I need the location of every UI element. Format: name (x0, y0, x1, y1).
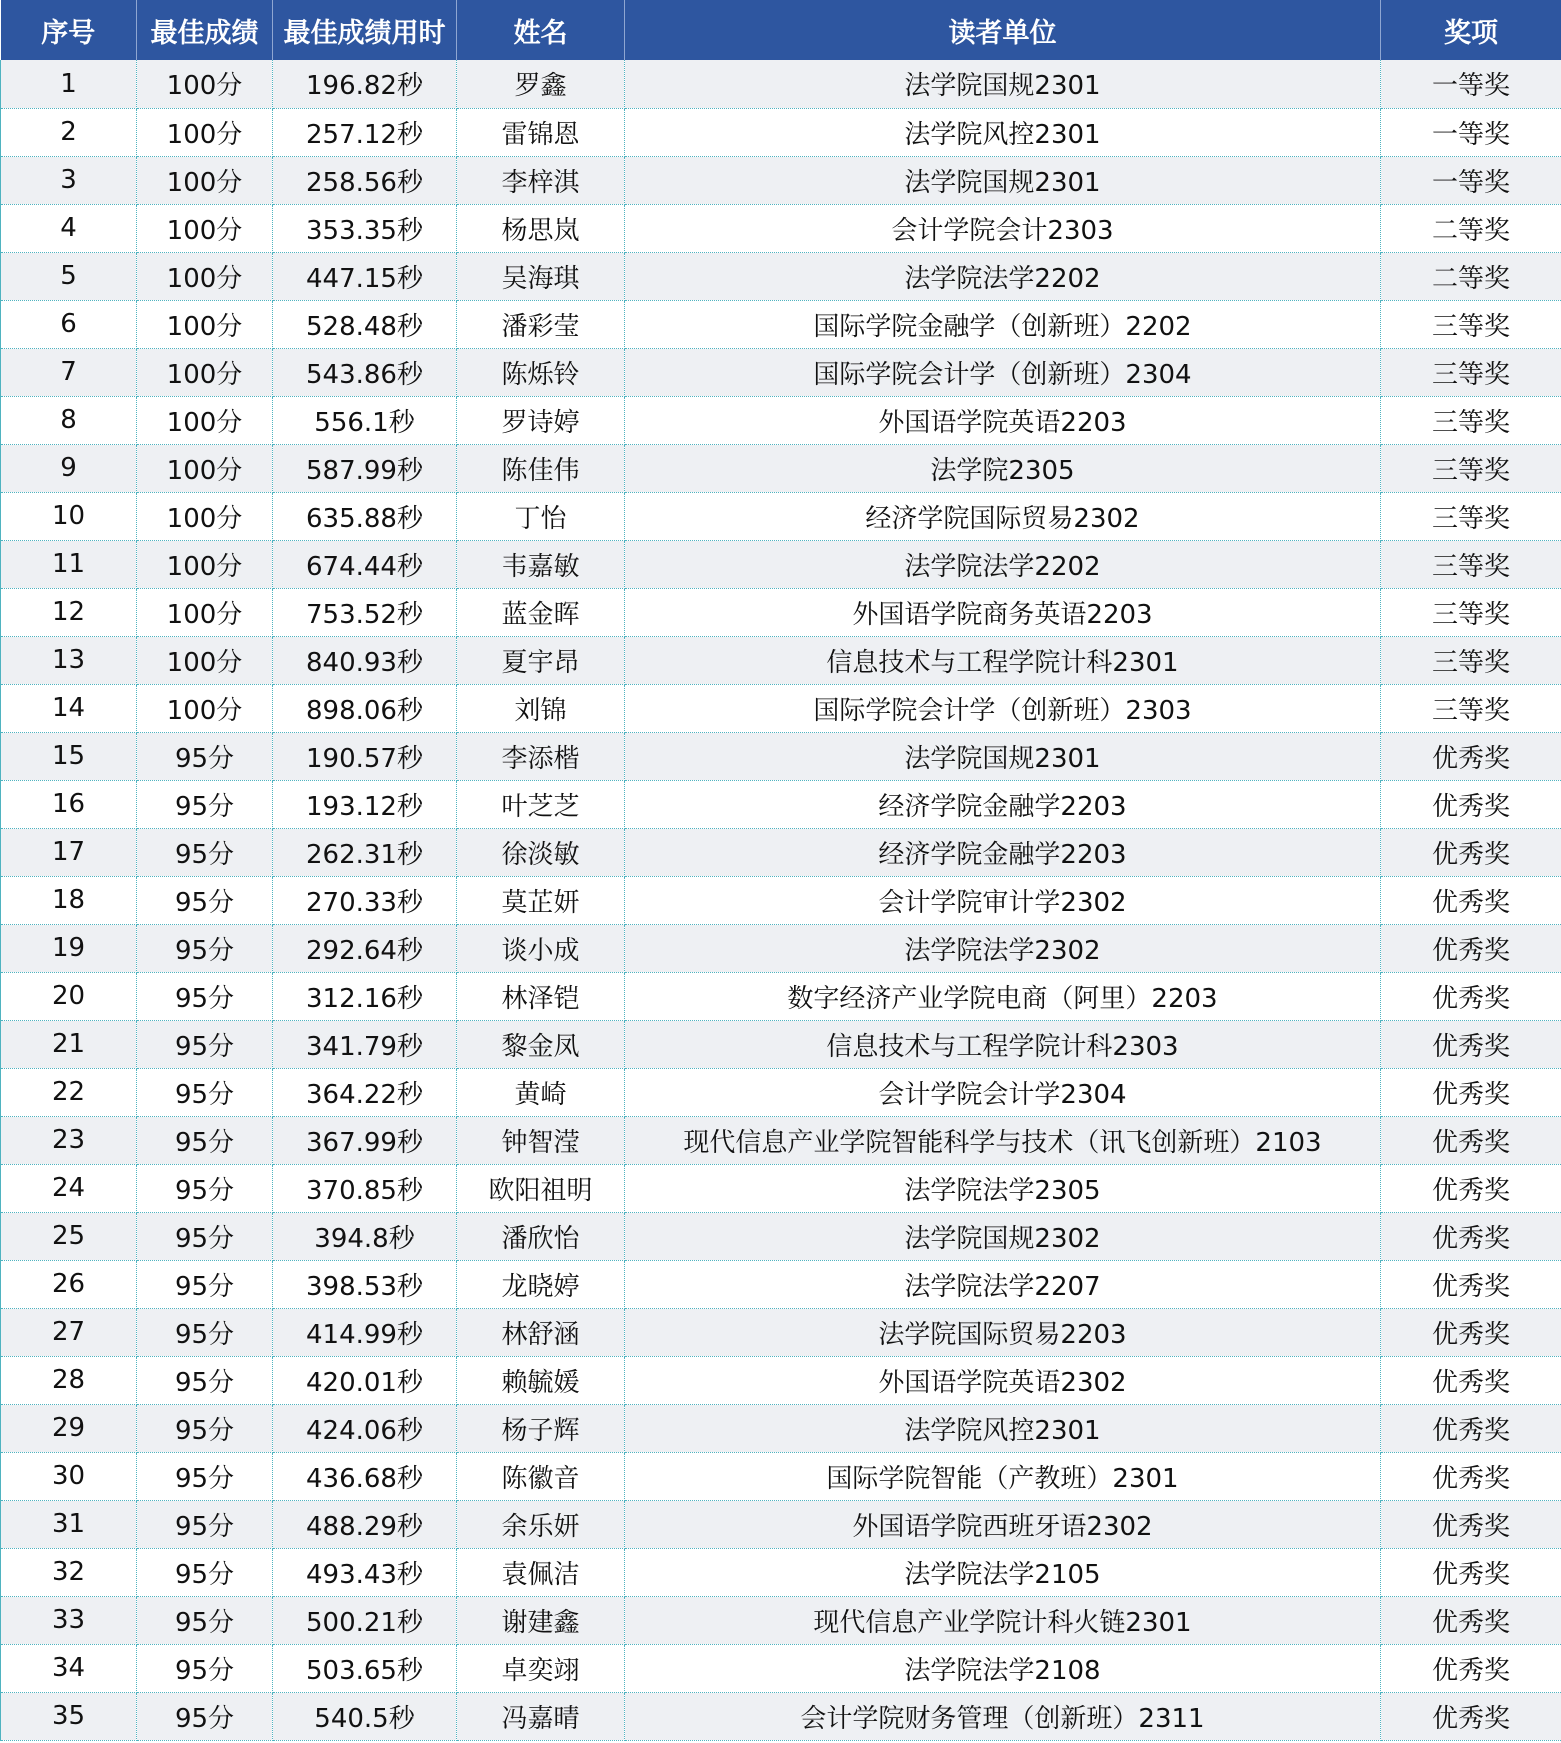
table-row (1, 108, 1561, 156)
cell-award: 优秀奖 (1381, 924, 1561, 972)
cell-best-score: 100分 (137, 444, 273, 492)
table-row (1, 540, 1561, 588)
cell-best-time: 753.52秒 (273, 588, 457, 636)
cell-name: 陈烁铃 (457, 348, 625, 396)
cell-best-score: 100分 (137, 300, 273, 348)
cell-best-score: 95分 (137, 924, 273, 972)
cell-reader-unit: 会计学院财务管理（创新班）2311 (625, 1692, 1381, 1740)
table-row (1, 60, 1561, 108)
cell-best-time: 898.06秒 (273, 684, 457, 732)
table-row (1, 828, 1561, 876)
cell-best-time: 257.12秒 (273, 108, 457, 156)
table-row (1, 1020, 1561, 1068)
cell-seq: 19 (1, 924, 137, 972)
cell-name: 陈徽音 (457, 1452, 625, 1500)
cell-award: 优秀奖 (1381, 1116, 1561, 1164)
cell-seq: 28 (1, 1356, 137, 1404)
cell-best-time: 436.68秒 (273, 1452, 457, 1500)
cell-name: 杨思岚 (457, 204, 625, 252)
header-row (1, 0, 1561, 60)
cell-reader-unit: 经济学院金融学2203 (625, 780, 1381, 828)
cell-reader-unit: 信息技术与工程学院计科2303 (625, 1020, 1381, 1068)
cell-reader-unit: 数字经济产业学院电商（阿里）2203 (625, 972, 1381, 1020)
cell-reader-unit: 法学院国规2301 (625, 156, 1381, 204)
cell-best-score: 95分 (137, 1452, 273, 1500)
cell-reader-unit: 法学院法学2202 (625, 540, 1381, 588)
cell-award: 优秀奖 (1381, 828, 1561, 876)
table-row (1, 1356, 1561, 1404)
cell-award: 优秀奖 (1381, 1500, 1561, 1548)
table-row (1, 972, 1561, 1020)
cell-seq: 9 (1, 444, 137, 492)
table-row (1, 300, 1561, 348)
cell-name: 黄崎 (457, 1068, 625, 1116)
cell-seq: 5 (1, 252, 137, 300)
cell-seq: 3 (1, 156, 137, 204)
cell-name: 夏宇昂 (457, 636, 625, 684)
table-row (1, 924, 1561, 972)
cell-reader-unit: 现代信息产业学院计科火链2301 (625, 1596, 1381, 1644)
cell-seq: 2 (1, 108, 137, 156)
cell-name: 杨子辉 (457, 1404, 625, 1452)
table-row (1, 1692, 1561, 1740)
cell-best-time: 341.79秒 (273, 1020, 457, 1068)
cell-award: 优秀奖 (1381, 780, 1561, 828)
table-row (1, 876, 1561, 924)
cell-seq: 34 (1, 1644, 137, 1692)
cell-name: 卓奕翊 (457, 1644, 625, 1692)
table-row (1, 732, 1561, 780)
cell-best-score: 95分 (137, 1548, 273, 1596)
cell-name: 黎金凤 (457, 1020, 625, 1068)
cell-award: 一等奖 (1381, 156, 1561, 204)
table-row (1, 1260, 1561, 1308)
cell-name: 赖毓媛 (457, 1356, 625, 1404)
cell-seq: 26 (1, 1260, 137, 1308)
cell-award: 三等奖 (1381, 540, 1561, 588)
cell-best-score: 95分 (137, 1116, 273, 1164)
cell-seq: 29 (1, 1404, 137, 1452)
cell-seq: 15 (1, 732, 137, 780)
cell-best-time: 414.99秒 (273, 1308, 457, 1356)
cell-best-time: 635.88秒 (273, 492, 457, 540)
table-row (1, 252, 1561, 300)
cell-seq: 33 (1, 1596, 137, 1644)
table-row (1, 1068, 1561, 1116)
cell-reader-unit: 国际学院智能（产教班）2301 (625, 1452, 1381, 1500)
cell-name: 林泽铠 (457, 972, 625, 1020)
cell-name: 冯嘉晴 (457, 1692, 625, 1740)
table-row (1, 1548, 1561, 1596)
cell-best-score: 100分 (137, 540, 273, 588)
header-seq: 序号 (1, 0, 137, 60)
cell-reader-unit: 会计学院审计学2302 (625, 876, 1381, 924)
cell-best-time: 258.56秒 (273, 156, 457, 204)
cell-name: 李添楷 (457, 732, 625, 780)
cell-award: 优秀奖 (1381, 876, 1561, 924)
cell-best-score: 95分 (137, 1020, 273, 1068)
table-row (1, 1164, 1561, 1212)
cell-name: 雷锦恩 (457, 108, 625, 156)
table-header (1, 0, 1561, 60)
cell-reader-unit: 外国语学院英语2203 (625, 396, 1381, 444)
cell-reader-unit: 信息技术与工程学院计科2301 (625, 636, 1381, 684)
cell-seq: 4 (1, 204, 137, 252)
cell-best-score: 95分 (137, 876, 273, 924)
cell-name: 吴海琪 (457, 252, 625, 300)
cell-reader-unit: 会计学院会计学2304 (625, 1068, 1381, 1116)
cell-reader-unit: 经济学院金融学2203 (625, 828, 1381, 876)
cell-award: 优秀奖 (1381, 972, 1561, 1020)
cell-award: 优秀奖 (1381, 1404, 1561, 1452)
cell-name: 徐淡敏 (457, 828, 625, 876)
cell-best-time: 424.06秒 (273, 1404, 457, 1452)
cell-best-time: 394.8秒 (273, 1212, 457, 1260)
table-row (1, 1212, 1561, 1260)
cell-best-time: 353.35秒 (273, 204, 457, 252)
cell-seq: 35 (1, 1692, 137, 1740)
cell-best-time: 840.93秒 (273, 636, 457, 684)
cell-best-score: 95分 (137, 1260, 273, 1308)
cell-seq: 7 (1, 348, 137, 396)
cell-reader-unit: 法学院法学2105 (625, 1548, 1381, 1596)
cell-reader-unit: 经济学院国际贸易2302 (625, 492, 1381, 540)
cell-seq: 8 (1, 396, 137, 444)
cell-seq: 10 (1, 492, 137, 540)
cell-best-score: 100分 (137, 204, 273, 252)
cell-award: 优秀奖 (1381, 1308, 1561, 1356)
cell-award: 优秀奖 (1381, 732, 1561, 780)
cell-seq: 6 (1, 300, 137, 348)
cell-best-time: 312.16秒 (273, 972, 457, 1020)
cell-reader-unit: 国际学院金融学（创新班）2202 (625, 300, 1381, 348)
cell-seq: 11 (1, 540, 137, 588)
cell-award: 三等奖 (1381, 588, 1561, 636)
cell-best-score: 95分 (137, 1500, 273, 1548)
cell-award: 二等奖 (1381, 252, 1561, 300)
table-row (1, 1452, 1561, 1500)
cell-best-score: 100分 (137, 396, 273, 444)
cell-seq: 24 (1, 1164, 137, 1212)
header-name: 姓名 (457, 0, 625, 60)
cell-award: 优秀奖 (1381, 1692, 1561, 1740)
header-award: 奖项 (1381, 0, 1561, 60)
cell-best-time: 543.86秒 (273, 348, 457, 396)
cell-best-score: 95分 (137, 1308, 273, 1356)
cell-award: 优秀奖 (1381, 1212, 1561, 1260)
cell-best-score: 100分 (137, 252, 273, 300)
cell-best-score: 95分 (137, 1404, 273, 1452)
cell-seq: 13 (1, 636, 137, 684)
cell-reader-unit: 外国语学院西班牙语2302 (625, 1500, 1381, 1548)
cell-name: 莫芷妍 (457, 876, 625, 924)
cell-best-time: 556.1秒 (273, 396, 457, 444)
cell-reader-unit: 外国语学院商务英语2203 (625, 588, 1381, 636)
cell-best-score: 95分 (137, 780, 273, 828)
cell-best-score: 95分 (137, 1356, 273, 1404)
cell-best-time: 262.31秒 (273, 828, 457, 876)
cell-seq: 22 (1, 1068, 137, 1116)
cell-best-score: 100分 (137, 60, 273, 108)
cell-best-time: 674.44秒 (273, 540, 457, 588)
cell-award: 优秀奖 (1381, 1452, 1561, 1500)
cell-reader-unit: 法学院法学2302 (625, 924, 1381, 972)
cell-seq: 17 (1, 828, 137, 876)
cell-seq: 16 (1, 780, 137, 828)
table-row (1, 1308, 1561, 1356)
cell-award: 三等奖 (1381, 348, 1561, 396)
table-row (1, 780, 1561, 828)
table-row (1, 1596, 1561, 1644)
cell-name: 袁佩洁 (457, 1548, 625, 1596)
cell-reader-unit: 法学院国规2301 (625, 732, 1381, 780)
cell-award: 三等奖 (1381, 396, 1561, 444)
table-row (1, 1500, 1561, 1548)
cell-best-score: 95分 (137, 1596, 273, 1644)
cell-reader-unit: 法学院风控2301 (625, 108, 1381, 156)
cell-name: 谈小成 (457, 924, 625, 972)
cell-best-score: 95分 (137, 732, 273, 780)
cell-name: 谢建鑫 (457, 1596, 625, 1644)
cell-seq: 27 (1, 1308, 137, 1356)
cell-award: 三等奖 (1381, 300, 1561, 348)
cell-award: 优秀奖 (1381, 1596, 1561, 1644)
cell-best-time: 367.99秒 (273, 1116, 457, 1164)
cell-name: 罗诗婷 (457, 396, 625, 444)
cell-reader-unit: 法学院国规2301 (625, 60, 1381, 108)
cell-award: 优秀奖 (1381, 1068, 1561, 1116)
table-row (1, 684, 1561, 732)
cell-seq: 30 (1, 1452, 137, 1500)
cell-seq: 18 (1, 876, 137, 924)
cell-award: 二等奖 (1381, 204, 1561, 252)
cell-seq: 32 (1, 1548, 137, 1596)
cell-best-score: 100分 (137, 156, 273, 204)
cell-name: 欧阳祖明 (457, 1164, 625, 1212)
cell-reader-unit: 法学院2305 (625, 444, 1381, 492)
cell-best-score: 100分 (137, 492, 273, 540)
cell-best-time: 503.65秒 (273, 1644, 457, 1692)
cell-award: 一等奖 (1381, 108, 1561, 156)
cell-best-time: 447.15秒 (273, 252, 457, 300)
cell-best-time: 292.64秒 (273, 924, 457, 972)
cell-name: 蓝金晖 (457, 588, 625, 636)
cell-name: 丁怡 (457, 492, 625, 540)
cell-reader-unit: 国际学院会计学（创新班）2304 (625, 348, 1381, 396)
cell-award: 一等奖 (1381, 60, 1561, 108)
cell-best-score: 100分 (137, 108, 273, 156)
cell-best-time: 420.01秒 (273, 1356, 457, 1404)
cell-best-time: 587.99秒 (273, 444, 457, 492)
cell-best-score: 100分 (137, 588, 273, 636)
cell-award: 优秀奖 (1381, 1164, 1561, 1212)
table-row (1, 1116, 1561, 1164)
table-row (1, 444, 1561, 492)
cell-name: 陈佳伟 (457, 444, 625, 492)
cell-seq: 14 (1, 684, 137, 732)
table-row (1, 396, 1561, 444)
header-best-score: 最佳成绩 (137, 0, 273, 60)
cell-best-time: 364.22秒 (273, 1068, 457, 1116)
cell-name: 龙晓婷 (457, 1260, 625, 1308)
header-reader-unit: 读者单位 (625, 0, 1381, 60)
cell-best-time: 500.21秒 (273, 1596, 457, 1644)
cell-award: 优秀奖 (1381, 1260, 1561, 1308)
cell-best-time: 270.33秒 (273, 876, 457, 924)
cell-name: 余乐妍 (457, 1500, 625, 1548)
cell-best-score: 95分 (137, 1068, 273, 1116)
cell-name: 刘锦 (457, 684, 625, 732)
cell-name: 叶芝芝 (457, 780, 625, 828)
cell-best-time: 398.53秒 (273, 1260, 457, 1308)
cell-best-time: 193.12秒 (273, 780, 457, 828)
header-best-time: 最佳成绩用时 (273, 0, 457, 60)
cell-best-time: 493.43秒 (273, 1548, 457, 1596)
cell-award: 三等奖 (1381, 444, 1561, 492)
cell-award: 三等奖 (1381, 492, 1561, 540)
cell-reader-unit: 会计学院会计2303 (625, 204, 1381, 252)
table-row (1, 492, 1561, 540)
cell-reader-unit: 外国语学院英语2302 (625, 1356, 1381, 1404)
cell-name: 潘欣怡 (457, 1212, 625, 1260)
cell-best-score: 95分 (137, 1644, 273, 1692)
cell-reader-unit: 法学院国规2302 (625, 1212, 1381, 1260)
cell-name: 李梓淇 (457, 156, 625, 204)
cell-best-time: 528.48秒 (273, 300, 457, 348)
table-row (1, 204, 1561, 252)
cell-best-score: 100分 (137, 348, 273, 396)
cell-reader-unit: 法学院法学2305 (625, 1164, 1381, 1212)
cell-best-score: 95分 (137, 1212, 273, 1260)
cell-reader-unit: 法学院法学2202 (625, 252, 1381, 300)
cell-best-time: 370.85秒 (273, 1164, 457, 1212)
cell-best-score: 100分 (137, 684, 273, 732)
cell-reader-unit: 现代信息产业学院智能科学与技术（讯飞创新班）2103 (625, 1116, 1381, 1164)
cell-award: 优秀奖 (1381, 1644, 1561, 1692)
cell-best-score: 100分 (137, 636, 273, 684)
cell-best-score: 95分 (137, 828, 273, 876)
cell-best-score: 95分 (137, 1692, 273, 1740)
cell-name: 韦嘉敏 (457, 540, 625, 588)
cell-name: 钟智滢 (457, 1116, 625, 1164)
cell-seq: 25 (1, 1212, 137, 1260)
cell-best-score: 95分 (137, 972, 273, 1020)
cell-reader-unit: 国际学院会计学（创新班）2303 (625, 684, 1381, 732)
cell-award: 三等奖 (1381, 684, 1561, 732)
table-row (1, 156, 1561, 204)
cell-seq: 23 (1, 1116, 137, 1164)
cell-best-time: 196.82秒 (273, 60, 457, 108)
cell-best-time: 540.5秒 (273, 1692, 457, 1740)
cell-name: 罗鑫 (457, 60, 625, 108)
cell-reader-unit: 法学院法学2207 (625, 1260, 1381, 1308)
table-row (1, 348, 1561, 396)
cell-reader-unit: 法学院法学2108 (625, 1644, 1381, 1692)
cell-award: 优秀奖 (1381, 1356, 1561, 1404)
table-row (1, 636, 1561, 684)
cell-name: 潘彩莹 (457, 300, 625, 348)
cell-best-time: 488.29秒 (273, 1500, 457, 1548)
cell-seq: 1 (1, 60, 137, 108)
cell-seq: 31 (1, 1500, 137, 1548)
cell-seq: 21 (1, 1020, 137, 1068)
cell-seq: 20 (1, 972, 137, 1020)
table-row (1, 588, 1561, 636)
cell-award: 三等奖 (1381, 636, 1561, 684)
table-row (1, 1644, 1561, 1692)
cell-reader-unit: 法学院国际贸易2203 (625, 1308, 1381, 1356)
table-body (1, 60, 1561, 1740)
cell-reader-unit: 法学院风控2301 (625, 1404, 1381, 1452)
table-row (1, 1404, 1561, 1452)
cell-best-time: 190.57秒 (273, 732, 457, 780)
cell-best-score: 95分 (137, 1164, 273, 1212)
cell-award: 优秀奖 (1381, 1548, 1561, 1596)
cell-seq: 12 (1, 588, 137, 636)
cell-award: 优秀奖 (1381, 1020, 1561, 1068)
cell-name: 林舒涵 (457, 1308, 625, 1356)
